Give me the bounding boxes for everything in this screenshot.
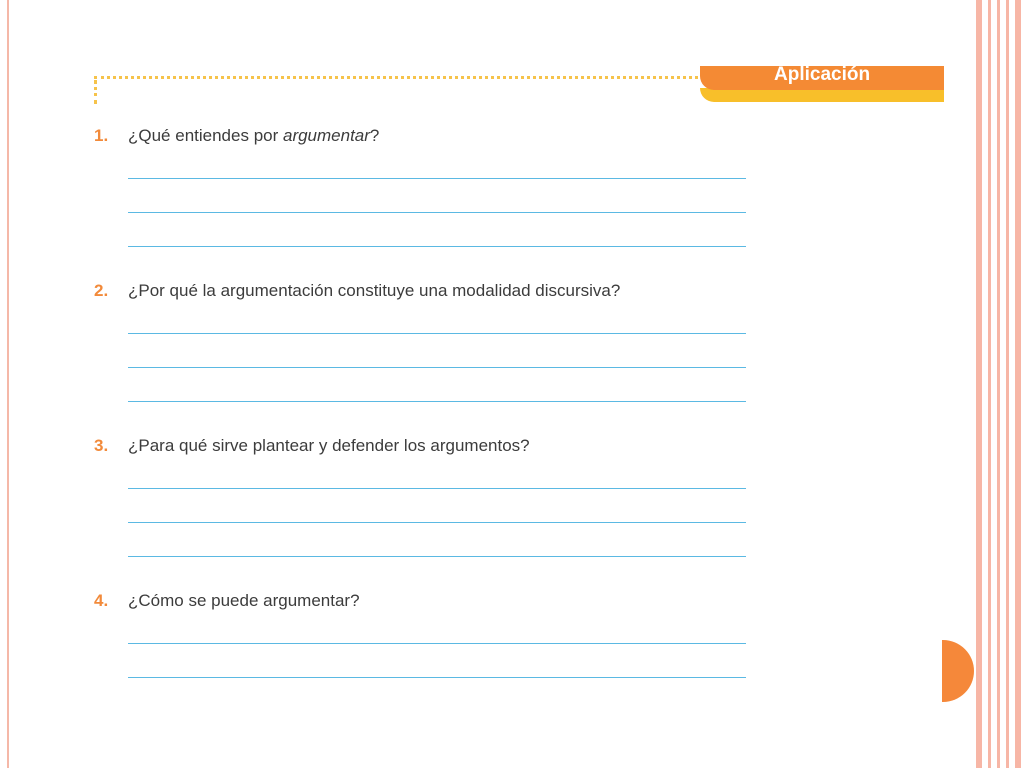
banner-yellow-band	[700, 88, 944, 102]
answer-line[interactable]	[128, 401, 746, 402]
question-2	[94, 279, 754, 303]
answer-line[interactable]	[128, 522, 746, 523]
question-text: ¿Para qué sirve plantear y defender los argumentos?	[128, 436, 530, 455]
question-number: 3.	[94, 436, 109, 455]
question-text: ¿Cómo se puede argumentar?	[128, 591, 360, 610]
answer-line[interactable]	[128, 246, 746, 247]
dotted-header-line	[94, 76, 704, 79]
answer-line[interactable]	[128, 556, 746, 557]
answer-line[interactable]	[128, 333, 746, 334]
section-title: Aplicación	[774, 64, 871, 85]
question-3	[94, 434, 754, 458]
question-1	[94, 124, 754, 148]
question-italic-term: argumentar	[282, 126, 370, 145]
question-4	[94, 589, 754, 613]
question-text: ¿Por qué la argumentación constituye una modalidad discursiva?	[128, 281, 621, 300]
question-prompt	[94, 279, 754, 303]
question-prompt	[94, 589, 754, 613]
dotted-corner-line	[94, 80, 97, 104]
answer-line[interactable]	[128, 367, 746, 368]
answer-line[interactable]	[128, 488, 746, 489]
answer-line[interactable]	[128, 643, 746, 644]
section-banner	[700, 66, 944, 102]
question-text: ¿Qué entiendes por argumentar?	[128, 126, 380, 145]
answer-line[interactable]	[128, 178, 746, 179]
frame-left-border	[7, 0, 9, 768]
question-prompt	[94, 434, 754, 458]
answer-line[interactable]	[128, 212, 746, 213]
answer-line[interactable]	[128, 677, 746, 678]
frame-right-stripes	[976, 0, 1024, 768]
question-number: 2.	[94, 281, 109, 300]
question-number: 1.	[94, 126, 109, 145]
orange-half-circle-decoration	[942, 640, 974, 702]
question-prompt	[94, 124, 754, 148]
question-number: 4.	[94, 591, 109, 610]
